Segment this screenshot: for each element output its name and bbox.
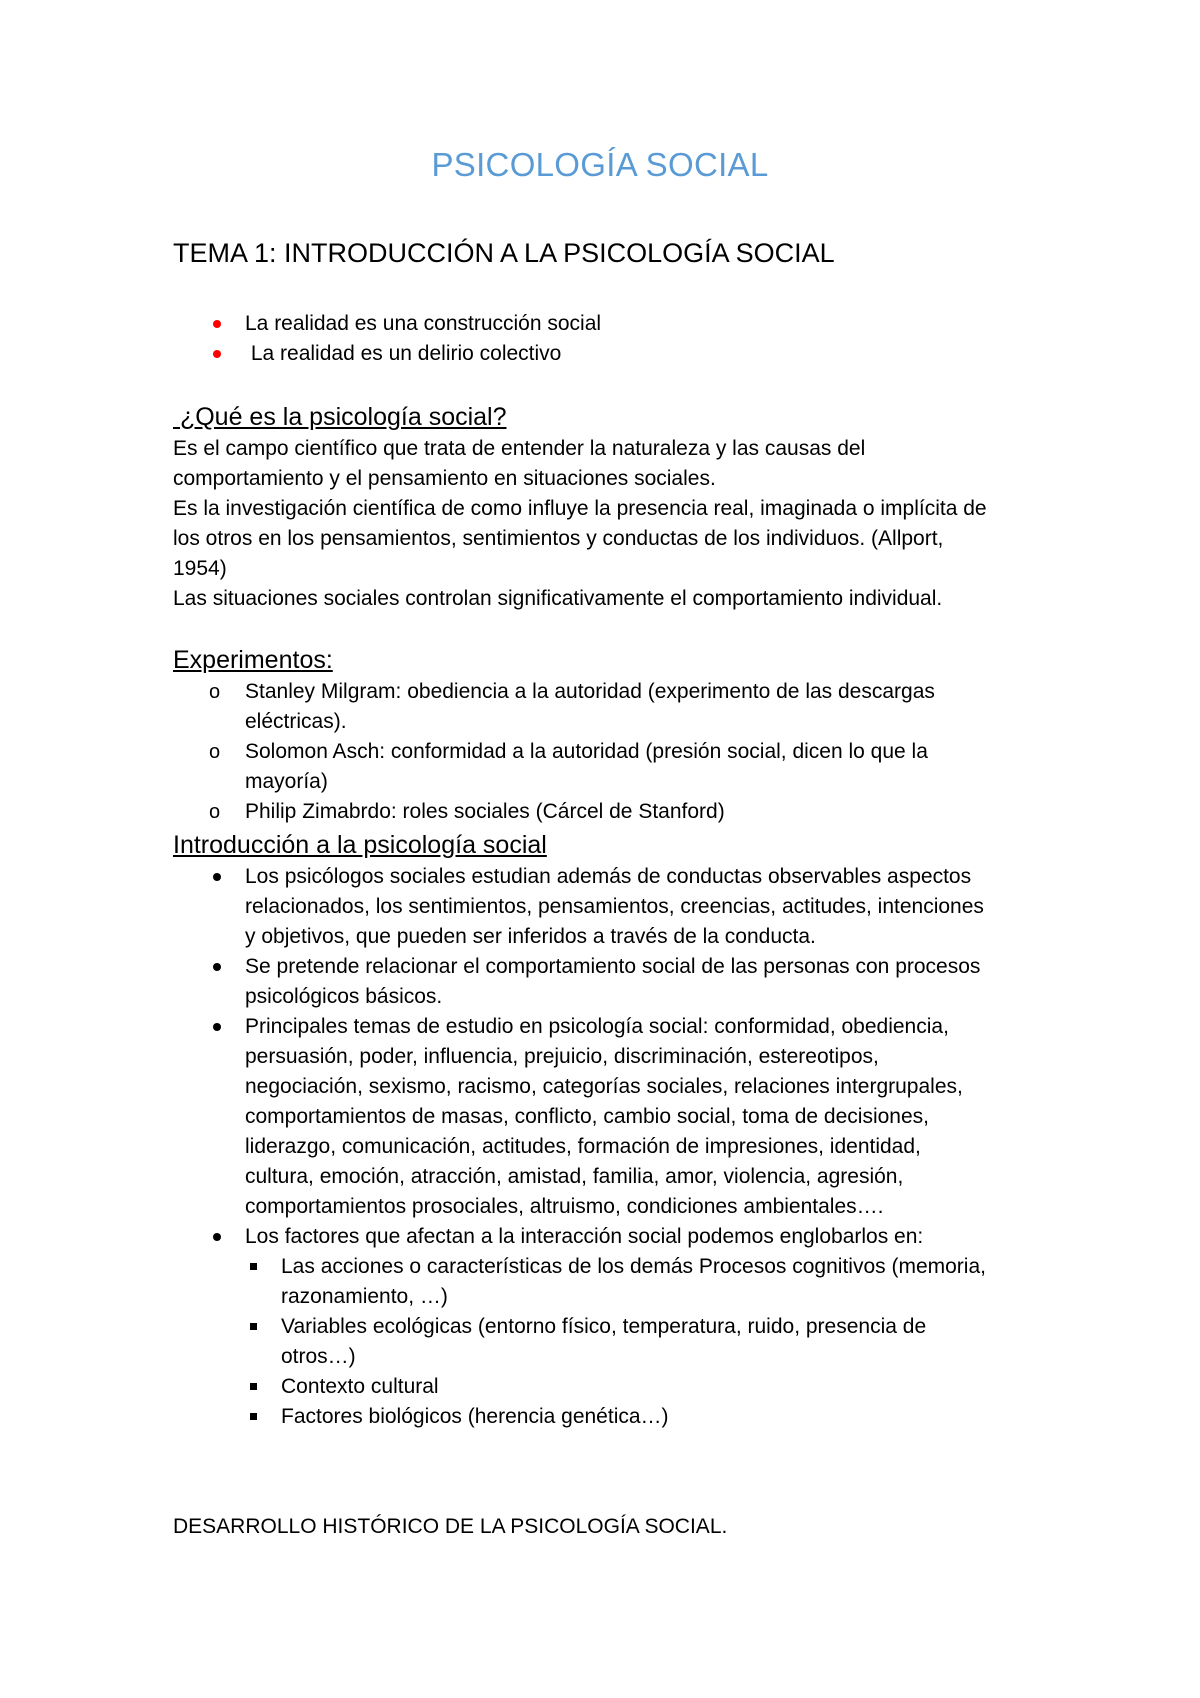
square-bullet-icon bbox=[250, 1383, 257, 1390]
bullet-icon bbox=[213, 1023, 221, 1031]
list-item: La realidad es una construcción social bbox=[173, 309, 1053, 339]
red-bullet-icon bbox=[213, 320, 221, 328]
list-item: o Solomon Asch: conformidad a la autoridad (presión social, dicen lo que la mayoría) bbox=[173, 737, 1053, 797]
experimentos-section bbox=[173, 643, 1053, 827]
bullet-icon bbox=[213, 963, 221, 971]
list-item: Principales temas de estudio en psicología social: conformidad, obediencia, persuasión, poder, influencia, prejuicio, discriminación, estereotipos, negociación, sexismo, racismo, categorías sociales, relaciones intergrupales, comportamientos de masas, conflicto, cambio social, toma de decisiones, liderazgo, comunicación, actitudes, formación de impresiones, identidad, cultura, emoción, atracción, amistad, familia, amor, violencia, agresión, comportamientos prosociales, altruismo, condiciones ambientales…. bbox=[173, 1012, 1053, 1222]
list-item: La realidad es un delirio colectivo bbox=[173, 339, 1053, 369]
section-heading: ¿Qué es la psicología social? bbox=[173, 403, 507, 431]
section-heading-desarrollo: DESARROLLO HISTÓRICO DE LA PSICOLOGÍA SOCIAL. bbox=[173, 1515, 728, 1538]
square-bullet-icon bbox=[250, 1323, 257, 1330]
paragraph-line: los otros en los pensamientos, sentimientos y conductas de los individuos. (Allport, bbox=[173, 527, 944, 550]
square-bullet-icon bbox=[250, 1413, 257, 1420]
sub-list-item: Factores biológicos (herencia genética…) bbox=[173, 1402, 1053, 1432]
intro-bullet-list bbox=[173, 309, 1053, 369]
list-item: Los factores que afectan a la interacción social podemos englobarlos en: bbox=[173, 1222, 1053, 1252]
paragraph-line: Es la investigación científica de como influye la presencia real, imaginada o implícita de bbox=[173, 497, 987, 520]
paragraph-line: Las situaciones sociales controlan significativamente el comportamiento individual. bbox=[173, 587, 943, 610]
document-title: PSICOLOGÍA SOCIAL bbox=[431, 146, 769, 183]
circle-bullet-icon: o bbox=[209, 801, 221, 823]
bullet-icon bbox=[213, 1233, 221, 1241]
list-item: Los psicólogos sociales estudian además de conductas observables aspectos relacionados, los sentimientos, pensamientos, creencias, actitudes, intenciones y objetivos, que pueden ser inferidos a través de la conducta. bbox=[173, 862, 1053, 952]
sub-list-item: Las acciones o características de los demás Procesos cognitivos (memoria, razonamiento, …) bbox=[173, 1252, 1053, 1312]
section-heading: Experimentos: bbox=[173, 646, 333, 674]
circle-bullet-icon: o bbox=[209, 741, 221, 763]
section-heading: Introducción a la psicología social bbox=[173, 831, 547, 859]
paragraph-line: 1954) bbox=[173, 557, 227, 580]
list-item: o Philip Zimabrdo: roles sociales (Cárcel de Stanford) bbox=[173, 797, 1053, 827]
paragraph-line: Es el campo científico que trata de entender la naturaleza y las causas del bbox=[173, 437, 866, 460]
introduccion-section bbox=[173, 828, 1053, 1432]
circle-bullet-icon: o bbox=[209, 681, 221, 703]
bullet-icon bbox=[213, 873, 221, 881]
que-es-section bbox=[173, 400, 1053, 614]
list-item: Se pretende relacionar el comportamiento social de las personas con procesos psicológicos básicos. bbox=[173, 952, 1053, 1012]
sub-list-item: Variables ecológicas (entorno físico, temperatura, ruido, presencia de otros…) bbox=[173, 1312, 1053, 1372]
paragraph-line: comportamiento y el pensamiento en situaciones sociales. bbox=[173, 467, 716, 490]
sub-list-item: Contexto cultural bbox=[173, 1372, 1053, 1402]
tema-heading: TEMA 1: INTRODUCCIÓN A LA PSICOLOGÍA SOCIAL bbox=[173, 238, 835, 268]
red-bullet-icon bbox=[213, 350, 221, 358]
square-bullet-icon bbox=[250, 1263, 257, 1270]
list-item: o Stanley Milgram: obediencia a la autoridad (experimento de las descargas eléctricas). bbox=[173, 677, 1053, 737]
